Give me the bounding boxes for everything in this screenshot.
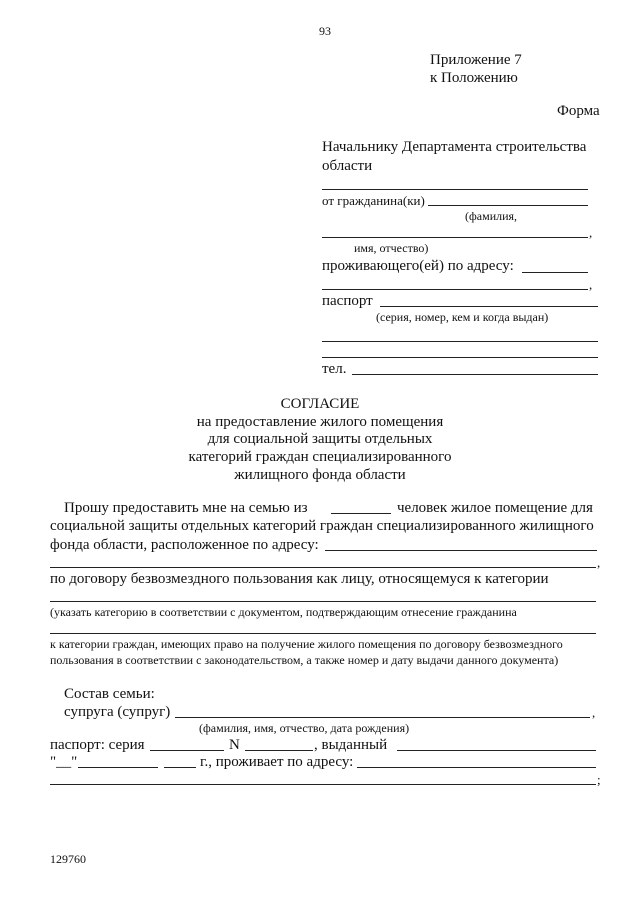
appendix-line2: к Положению — [430, 70, 518, 86]
premises-address-field[interactable] — [325, 550, 597, 551]
footer-code: 129760 — [50, 852, 86, 866]
addressee-line1: Начальнику Департамента строительства — [322, 139, 587, 155]
spouse-passport-series-field[interactable] — [150, 750, 224, 751]
address-field-2[interactable] — [322, 289, 588, 290]
appendix-line1: Приложение 7 — [430, 52, 522, 68]
passport-field-2[interactable] — [322, 341, 598, 342]
comma: , — [589, 277, 593, 292]
semicolon: ; — [597, 772, 601, 787]
premises-address-field-2[interactable] — [50, 567, 596, 568]
date-year-field[interactable] — [164, 767, 196, 768]
category-hint3: пользования в соответствии с законодательством, а также номер и дату выдачи данного документа) — [50, 653, 559, 667]
comma: , — [597, 555, 601, 570]
category-hint1: (указать категорию в соответствии с документом, подтверждающим отнесение гражданина — [50, 605, 517, 619]
spouse-hint: (фамилия, имя, отчество, дата рождения) — [199, 721, 410, 735]
spouse-passport-number-field[interactable] — [245, 750, 313, 751]
spouse-passport-issuer-field[interactable] — [397, 750, 596, 751]
issued-label: , выданный — [314, 737, 388, 753]
from-citizen-label: от гражданина(ки) — [322, 193, 425, 208]
title-sub2: для социальной защиты отдельных — [207, 431, 433, 447]
date-month-field[interactable] — [78, 767, 158, 768]
title-sub3: категорий граждан специализированного — [188, 449, 452, 465]
body-p4: по договору безвозмездного пользования как лицу, относящемуся к категории — [50, 571, 549, 587]
citizen-name-field[interactable] — [428, 205, 588, 206]
document-title: СОГЛАСИЕ — [280, 396, 360, 412]
comma: , — [589, 225, 593, 240]
title-sub1: на предоставление жилого помещения — [196, 414, 444, 430]
category-hint2: к категории граждан, имеющих право на получение жилого помещения по договору безвозмездного — [50, 637, 563, 651]
date-quote: "__" — [50, 754, 78, 770]
form-label: Форма — [557, 103, 600, 119]
phone-label: тел. — [322, 361, 347, 377]
body-p1-b: человек жилое помещение для — [397, 500, 593, 516]
surname-hint: (фамилия, — [465, 209, 518, 223]
title-sub4: жилищного фонда области — [234, 467, 406, 483]
phone-field[interactable] — [352, 374, 598, 375]
spouse-address-field-2[interactable] — [50, 784, 596, 785]
page-number: 93 — [319, 24, 331, 38]
passport-label: паспорт — [322, 293, 373, 309]
residing-label: проживающего(ей) по адресу: — [322, 258, 514, 274]
body-p3: фонда области, расположенное по адресу: — [50, 537, 319, 553]
family-heading: Состав семьи: — [64, 686, 155, 702]
category-field-2[interactable] — [50, 633, 596, 634]
addressee-line2: области — [322, 158, 373, 174]
passport-field[interactable] — [380, 306, 598, 307]
spouse-label: супруга (супруг) — [64, 704, 171, 720]
comma: , — [592, 705, 596, 720]
category-field[interactable] — [50, 601, 596, 602]
spouse-passport-series-label: паспорт: серия — [50, 737, 145, 753]
family-size-field[interactable] — [331, 513, 391, 514]
year-suffix-label: г., проживает по адресу: — [200, 754, 354, 770]
spouse-address-field[interactable] — [357, 767, 596, 768]
citizen-name-field-2[interactable] — [322, 237, 588, 238]
passport-field-3[interactable] — [322, 357, 598, 358]
body-p1-a: Прошу предоставить мне на семью из — [64, 500, 308, 516]
addressee-blank[interactable] — [322, 189, 588, 190]
number-sign: N — [229, 737, 240, 753]
name-hint: имя, отчество) — [354, 241, 429, 255]
passport-hint: (серия, номер, кем и когда выдан) — [376, 310, 549, 324]
address-field[interactable] — [522, 272, 588, 273]
body-p2: социальной защиты отдельных категорий граждан специализированного жилищного — [50, 518, 594, 534]
spouse-name-field[interactable] — [175, 717, 590, 718]
